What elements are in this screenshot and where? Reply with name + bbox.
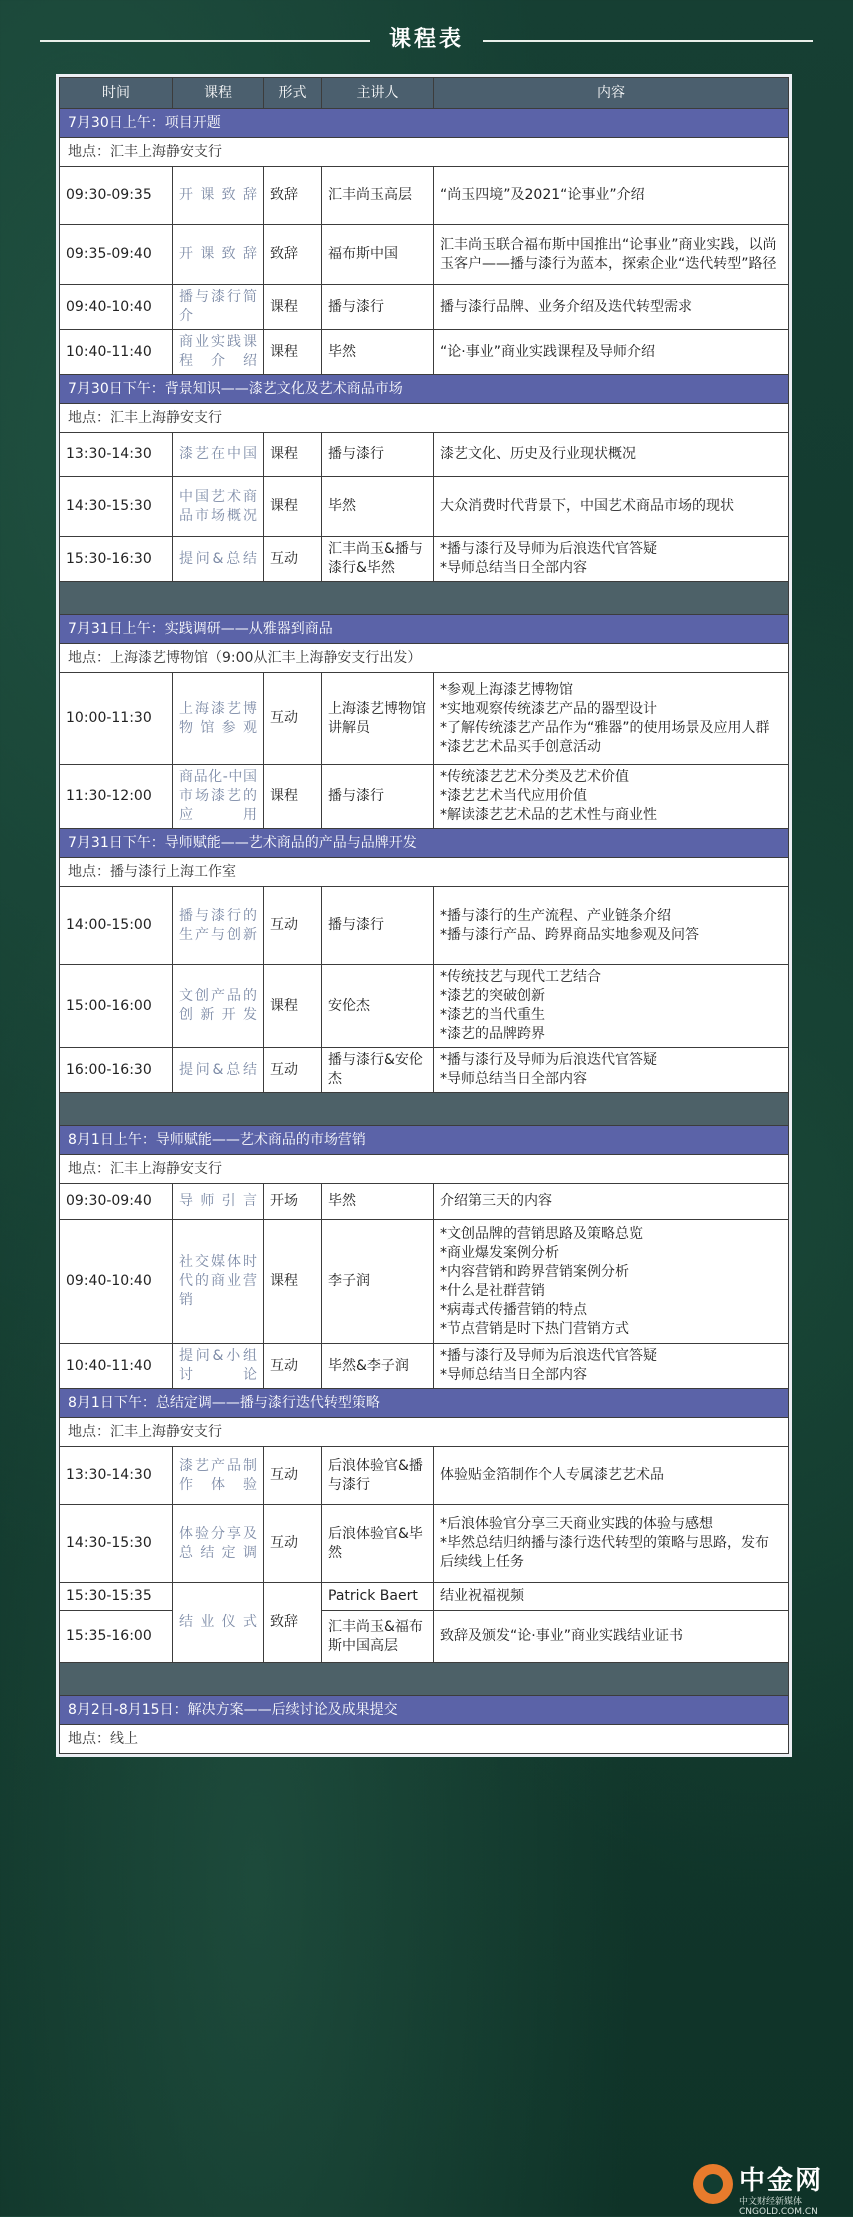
content-line: *传统漆艺艺术分类及艺术价值 bbox=[440, 769, 629, 785]
content-line: *后浪体验官分享三天商业实践的体验与感想 bbox=[440, 1516, 713, 1532]
content-cell bbox=[434, 965, 789, 1048]
header-time: 时间 bbox=[60, 78, 173, 109]
form-cell-text: 互动 bbox=[270, 710, 298, 726]
course-cell-text: 开课致辞 bbox=[179, 187, 257, 203]
speaker-cell-text: Patrick Baert bbox=[328, 1588, 418, 1604]
speaker-cell-text: 播与漆行 bbox=[328, 917, 384, 933]
spacer-cell bbox=[60, 1663, 789, 1696]
speaker-cell bbox=[322, 1505, 434, 1583]
speaker-cell-text: 播与漆行 bbox=[328, 446, 384, 462]
content-cell bbox=[434, 1583, 789, 1611]
course-cell-text: 播与漆行简介 bbox=[179, 289, 257, 324]
form-cell-text: 互动 bbox=[270, 1357, 298, 1374]
speaker-cell-text: 毕然 bbox=[328, 498, 356, 514]
section-title: 7月30日上午：项目开题 bbox=[60, 109, 789, 138]
form-cell-text: 课程 bbox=[270, 1273, 298, 1289]
content-line: *参观上海漆艺博物馆 bbox=[440, 681, 573, 698]
form-cell bbox=[264, 1184, 322, 1220]
course-cell-text: 播与漆行的生产与创新 bbox=[179, 907, 257, 943]
section-title: 7月31日上午：实践调研——从雅器到商品 bbox=[60, 615, 789, 644]
speaker-cell bbox=[322, 433, 434, 477]
speaker-cell bbox=[322, 167, 434, 225]
course-cell bbox=[173, 477, 264, 537]
course-cell-text: 商品化-中国市场漆艺的应用 bbox=[179, 769, 257, 823]
content-cell bbox=[434, 433, 789, 477]
section-row bbox=[60, 109, 789, 138]
content-line: *病毒式传播营销的特点 bbox=[440, 1301, 587, 1318]
content-line: *了解传统漆艺产品作为“雅器”的使用场景及应用人群 bbox=[440, 719, 770, 736]
time-cell bbox=[60, 1611, 173, 1663]
schedule-row bbox=[60, 887, 789, 965]
watermark bbox=[693, 2158, 843, 2217]
schedule-row bbox=[60, 1611, 789, 1663]
spacer-cell bbox=[60, 1093, 789, 1126]
content-cell bbox=[434, 285, 789, 330]
course-cell-text: 提问&总结 bbox=[179, 550, 257, 567]
location-text: 地点：汇丰上海静安支行 bbox=[60, 404, 789, 433]
course-cell-text: 社交媒体时代的商业营销 bbox=[179, 1254, 257, 1308]
course-cell-text: 上海漆艺博物馆参观 bbox=[179, 700, 257, 736]
form-cell bbox=[264, 965, 322, 1048]
content-line: *解读漆艺艺术品的艺术性与商业性 bbox=[440, 807, 657, 823]
time-cell bbox=[60, 1583, 173, 1611]
content-line: *漆艺的品牌跨界 bbox=[440, 1026, 545, 1042]
course-cell bbox=[173, 965, 264, 1048]
time-cell-text: 16:00-16:30 bbox=[66, 1061, 152, 1078]
schedule-row bbox=[60, 330, 789, 375]
form-cell bbox=[264, 1048, 322, 1093]
speaker-cell-text: 播与漆行 bbox=[328, 298, 384, 315]
content-line: *文创品牌的营销思路及策略总览 bbox=[440, 1225, 643, 1242]
section-title: 8月1日上午：导师赋能——艺术商品的市场营销 bbox=[60, 1126, 789, 1155]
speaker-cell bbox=[322, 1447, 434, 1505]
time-cell bbox=[60, 167, 173, 225]
speaker-cell bbox=[322, 1611, 434, 1663]
speaker-cell bbox=[322, 477, 434, 537]
content-cell bbox=[434, 887, 789, 965]
course-cell-text: 提问&总结 bbox=[179, 1061, 257, 1078]
form-cell-text: 致辞 bbox=[270, 246, 298, 262]
time-cell-text: 15:00-16:00 bbox=[66, 997, 152, 1014]
time-cell-text: 14:30-15:30 bbox=[66, 498, 152, 514]
form-cell-text: 开场 bbox=[270, 1193, 298, 1209]
form-cell bbox=[264, 433, 322, 477]
time-cell-text: 10:00-11:30 bbox=[66, 710, 152, 726]
form-cell-text: 课程 bbox=[270, 997, 298, 1014]
form-cell bbox=[264, 887, 322, 965]
content-line: 致辞及颁发“论·事业”商业实践结业证书 bbox=[440, 1628, 683, 1644]
content-line: 介绍第三天的内容 bbox=[440, 1193, 552, 1209]
form-cell-text: 课程 bbox=[270, 298, 298, 315]
location-row bbox=[60, 644, 789, 673]
title-bar bbox=[30, 22, 823, 58]
form-cell bbox=[264, 673, 322, 765]
form-cell bbox=[264, 1344, 322, 1389]
cngold-logo-icon bbox=[693, 2164, 733, 2204]
time-cell bbox=[60, 225, 173, 285]
spacer-row bbox=[60, 582, 789, 615]
content-cell bbox=[434, 477, 789, 537]
content-cell bbox=[434, 537, 789, 582]
speaker-cell bbox=[322, 1048, 434, 1093]
course-cell bbox=[173, 1184, 264, 1220]
form-cell-text: 致辞 bbox=[270, 187, 298, 203]
time-cell bbox=[60, 965, 173, 1048]
section-title: 8月2日-8月15日：解决方案——后续讨论及成果提交 bbox=[60, 1696, 789, 1725]
content-line: 体验贴金箔制作个人专属漆艺艺术品 bbox=[440, 1467, 664, 1483]
content-line: *漆艺的当代重生 bbox=[440, 1007, 545, 1023]
speaker-cell-text: 上海漆艺博物馆讲解员 bbox=[328, 700, 426, 736]
content-line: *实地观察传统漆艺产品的器型设计 bbox=[440, 700, 657, 717]
location-text: 地点：上海漆艺博物馆（9:00从汇丰上海静安支行出发） bbox=[60, 644, 789, 673]
time-cell bbox=[60, 433, 173, 477]
content-line: *漆艺艺术当代应用价值 bbox=[440, 788, 587, 804]
location-text: 地点：线上 bbox=[60, 1725, 789, 1754]
content-cell bbox=[434, 225, 789, 285]
location-text: 地点：汇丰上海静安支行 bbox=[60, 1418, 789, 1447]
content-cell bbox=[434, 167, 789, 225]
course-cell-text: 体验分享及总结定调 bbox=[179, 1525, 257, 1561]
schedule-row bbox=[60, 1583, 789, 1611]
content-cell bbox=[434, 1048, 789, 1093]
course-cell bbox=[173, 1344, 264, 1389]
form-cell bbox=[264, 285, 322, 330]
time-cell bbox=[60, 1344, 173, 1389]
watermark-brand: 中金网 bbox=[739, 2166, 824, 2196]
speaker-cell-text: 安伦杰 bbox=[328, 997, 370, 1014]
course-cell bbox=[173, 225, 264, 285]
section-row bbox=[60, 1696, 789, 1725]
time-cell-text: 15:30-15:35 bbox=[66, 1588, 152, 1604]
spacer-row bbox=[60, 1093, 789, 1126]
form-cell bbox=[264, 225, 322, 285]
content-line: “尚玉四境”及2021“论事业”介绍 bbox=[440, 187, 645, 203]
course-cell-text: 导师引言 bbox=[179, 1193, 257, 1209]
speaker-cell bbox=[322, 1344, 434, 1389]
section-title: 8月1日下午：总结定调——播与漆行迭代转型策略 bbox=[60, 1389, 789, 1418]
schedule-row bbox=[60, 673, 789, 765]
speaker-cell bbox=[322, 673, 434, 765]
header-form: 形式 bbox=[264, 78, 322, 109]
content-line: *商业爆发案例分析 bbox=[440, 1244, 559, 1261]
speaker-cell-text: 毕然 bbox=[328, 343, 356, 360]
speaker-cell bbox=[322, 285, 434, 330]
schedule-row bbox=[60, 477, 789, 537]
content-line: “论·事业”商业实践课程及导师介绍 bbox=[440, 343, 655, 360]
content-cell bbox=[434, 1447, 789, 1505]
content-cell bbox=[434, 1184, 789, 1220]
content-cell bbox=[434, 1505, 789, 1583]
course-cell-text: 文创产品的创新开发 bbox=[179, 988, 257, 1023]
content-line: *内容营销和跨界营销案例分析 bbox=[440, 1263, 629, 1280]
form-cell bbox=[264, 1447, 322, 1505]
speaker-cell bbox=[322, 887, 434, 965]
time-cell bbox=[60, 477, 173, 537]
content-line: *漆艺艺术品买手创意活动 bbox=[440, 738, 601, 755]
time-cell bbox=[60, 887, 173, 965]
course-cell bbox=[173, 887, 264, 965]
form-cell-text: 互动 bbox=[270, 1467, 298, 1483]
time-cell bbox=[60, 1447, 173, 1505]
course-cell bbox=[173, 765, 264, 829]
speaker-cell-text: 毕然&李子润 bbox=[328, 1357, 409, 1374]
section-row bbox=[60, 375, 789, 404]
schedule-row bbox=[60, 225, 789, 285]
time-cell-text: 09:30-09:40 bbox=[66, 1193, 152, 1209]
schedule-row bbox=[60, 167, 789, 225]
course-cell-text: 商业实践课程介绍 bbox=[179, 334, 257, 369]
form-cell bbox=[264, 1505, 322, 1583]
time-cell-text: 15:30-16:30 bbox=[66, 550, 152, 567]
content-line: *漆艺的突破创新 bbox=[440, 988, 545, 1004]
schedule-table bbox=[59, 77, 789, 1754]
schedule-row bbox=[60, 1344, 789, 1389]
location-row bbox=[60, 1418, 789, 1447]
content-line: *导师总结当日全部内容 bbox=[440, 560, 587, 576]
time-cell bbox=[60, 1220, 173, 1344]
location-row bbox=[60, 138, 789, 167]
time-cell-text: 15:35-16:00 bbox=[66, 1628, 152, 1644]
speaker-cell-text: 后浪体验官&播与漆行 bbox=[328, 1457, 423, 1493]
content-line: 结业祝福视频 bbox=[440, 1588, 524, 1604]
form-cell-text: 互动 bbox=[270, 1061, 298, 1078]
speaker-cell-text: 毕然 bbox=[328, 1193, 356, 1209]
content-line: *节点营销是时下热门营销方式 bbox=[440, 1320, 629, 1337]
course-cell bbox=[173, 1583, 264, 1663]
schedule-row bbox=[60, 965, 789, 1048]
speaker-cell bbox=[322, 537, 434, 582]
course-cell bbox=[173, 537, 264, 582]
location-row bbox=[60, 858, 789, 887]
location-row bbox=[60, 404, 789, 433]
form-cell-text: 互动 bbox=[270, 550, 298, 567]
content-line: *播与漆行产品、跨界商品实地参观及问答 bbox=[440, 926, 699, 943]
form-cell bbox=[264, 330, 322, 375]
course-cell bbox=[173, 1447, 264, 1505]
time-cell-text: 10:40-11:40 bbox=[66, 1357, 152, 1374]
schedule-body bbox=[60, 109, 789, 1754]
course-cell bbox=[173, 285, 264, 330]
form-cell bbox=[264, 1220, 322, 1344]
time-cell-text: 09:40-10:40 bbox=[66, 298, 152, 315]
content-line: 漆艺文化、历史及行业现状概况 bbox=[440, 446, 636, 462]
time-cell bbox=[60, 765, 173, 829]
section-row bbox=[60, 829, 789, 858]
speaker-cell-text: 李子润 bbox=[328, 1273, 370, 1289]
speaker-cell bbox=[322, 1184, 434, 1220]
section-title: 7月30日下午：背景知识——漆艺文化及艺术商品市场 bbox=[60, 375, 789, 404]
location-row bbox=[60, 1725, 789, 1754]
time-cell-text: 09:35-09:40 bbox=[66, 246, 152, 262]
time-cell bbox=[60, 285, 173, 330]
speaker-cell bbox=[322, 765, 434, 829]
speaker-cell bbox=[322, 1220, 434, 1344]
course-cell bbox=[173, 1505, 264, 1583]
content-line: *播与漆行及导师为后浪迭代官答疑 bbox=[440, 1348, 657, 1364]
form-cell-text: 课程 bbox=[270, 788, 298, 804]
content-line: *什么是社群营销 bbox=[440, 1282, 545, 1299]
spacer-row bbox=[60, 1663, 789, 1696]
time-cell-text: 10:40-11:40 bbox=[66, 343, 152, 360]
form-cell-text: 课程 bbox=[270, 343, 298, 360]
header-course: 课程 bbox=[173, 78, 264, 109]
content-line: *播与漆行的生产流程、产业链条介绍 bbox=[440, 907, 671, 924]
content-cell bbox=[434, 1220, 789, 1344]
course-cell bbox=[173, 330, 264, 375]
time-cell-text: 13:30-14:30 bbox=[66, 1467, 152, 1483]
course-cell bbox=[173, 673, 264, 765]
section-row bbox=[60, 615, 789, 644]
course-cell-text: 漆艺在中国 bbox=[179, 446, 257, 462]
course-cell-text: 中国艺术商品市场概况 bbox=[179, 488, 257, 524]
schedule-row bbox=[60, 1048, 789, 1093]
speaker-cell-text: 汇丰尚玉高层 bbox=[328, 187, 412, 203]
content-line: *播与漆行及导师为后浪迭代官答疑 bbox=[440, 1052, 657, 1068]
content-line: 播与漆行品牌、业务介绍及迭代转型需求 bbox=[440, 298, 692, 315]
header-content: 内容 bbox=[434, 78, 789, 109]
time-cell bbox=[60, 330, 173, 375]
schedule-row bbox=[60, 285, 789, 330]
speaker-cell bbox=[322, 330, 434, 375]
course-cell-text: 结业仪式 bbox=[179, 1614, 257, 1630]
header-speaker: 主讲人 bbox=[322, 78, 434, 109]
location-text: 地点：汇丰上海静安支行 bbox=[60, 138, 789, 167]
speaker-cell-text: 后浪体验官&毕然 bbox=[328, 1525, 423, 1561]
speaker-cell-text: 汇丰尚玉&福布斯中国高层 bbox=[328, 1618, 423, 1654]
form-cell bbox=[264, 477, 322, 537]
form-cell bbox=[264, 1583, 322, 1663]
course-cell-text: 漆艺产品制作体验 bbox=[179, 1457, 257, 1493]
section-row bbox=[60, 1126, 789, 1155]
content-cell bbox=[434, 765, 789, 829]
content-line: *播与漆行及导师为后浪迭代官答疑 bbox=[440, 541, 657, 557]
time-cell bbox=[60, 1505, 173, 1583]
form-cell bbox=[264, 167, 322, 225]
time-cell-text: 14:30-15:30 bbox=[66, 1535, 152, 1551]
title-divider-right bbox=[483, 40, 813, 42]
page-title: 课程表 bbox=[388, 27, 464, 52]
form-cell bbox=[264, 537, 322, 582]
speaker-cell bbox=[322, 225, 434, 285]
form-cell-text: 课程 bbox=[270, 498, 298, 514]
header-row bbox=[60, 78, 789, 109]
content-line: *毕然总结归纳播与漆行迭代转型的策略与思路，发布后续线上任务 bbox=[440, 1535, 769, 1570]
course-cell bbox=[173, 433, 264, 477]
schedule-row bbox=[60, 433, 789, 477]
form-cell-text: 互动 bbox=[270, 1535, 298, 1551]
content-line: *导师总结当日全部内容 bbox=[440, 1071, 587, 1087]
time-cell bbox=[60, 537, 173, 582]
course-cell bbox=[173, 1048, 264, 1093]
form-cell-text: 互动 bbox=[270, 917, 298, 933]
speaker-cell-text: 福布斯中国 bbox=[328, 246, 398, 262]
content-line: *导师总结当日全部内容 bbox=[440, 1367, 587, 1383]
schedule-frame bbox=[56, 74, 792, 1757]
speaker-cell-text: 播与漆行 bbox=[328, 788, 384, 804]
schedule-row bbox=[60, 1220, 789, 1344]
content-line: 汇丰尚玉联合福布斯中国推出“论事业”商业实践，以尚玉客户——播与漆行为蓝本，探索企业“迭代转型”路径 bbox=[440, 236, 777, 272]
time-cell bbox=[60, 1184, 173, 1220]
course-cell bbox=[173, 1220, 264, 1344]
time-cell bbox=[60, 1048, 173, 1093]
schedule-row bbox=[60, 1447, 789, 1505]
content-line: 大众消费时代背景下，中国艺术商品市场的现状 bbox=[440, 498, 734, 514]
location-text: 地点：汇丰上海静安支行 bbox=[60, 1155, 789, 1184]
content-cell bbox=[434, 673, 789, 765]
section-title: 7月31日下午：导师赋能——艺术商品的产品与品牌开发 bbox=[60, 829, 789, 858]
content-cell bbox=[434, 1611, 789, 1663]
time-cell-text: 09:30-09:35 bbox=[66, 187, 152, 203]
speaker-cell-text: 汇丰尚玉&播与漆行&毕然 bbox=[328, 541, 423, 576]
schedule-row bbox=[60, 1184, 789, 1220]
watermark-sub: 中文财经新媒体 CNGOLD.COM.CN bbox=[739, 2197, 818, 2217]
time-cell-text: 13:30-14:30 bbox=[66, 446, 152, 462]
section-row bbox=[60, 1389, 789, 1418]
form-cell-text: 课程 bbox=[270, 446, 298, 462]
course-cell-text: 开课致辞 bbox=[179, 246, 257, 262]
speaker-cell bbox=[322, 965, 434, 1048]
location-row bbox=[60, 1155, 789, 1184]
content-cell bbox=[434, 330, 789, 375]
speaker-cell bbox=[322, 1583, 434, 1611]
schedule-row bbox=[60, 1505, 789, 1583]
spacer-cell bbox=[60, 582, 789, 615]
content-line: *传统技艺与现代工艺结合 bbox=[440, 969, 601, 985]
time-cell-text: 09:40-10:40 bbox=[66, 1273, 152, 1289]
schedule-row bbox=[60, 537, 789, 582]
form-cell-text: 致辞 bbox=[270, 1614, 298, 1630]
location-text: 地点：播与漆行上海工作室 bbox=[60, 858, 789, 887]
course-cell-text: 提问&小组讨论 bbox=[179, 1348, 257, 1383]
schedule-row bbox=[60, 765, 789, 829]
course-cell bbox=[173, 167, 264, 225]
speaker-cell-text: 播与漆行&安伦杰 bbox=[328, 1052, 423, 1087]
time-cell bbox=[60, 673, 173, 765]
form-cell bbox=[264, 765, 322, 829]
time-cell-text: 14:00-15:00 bbox=[66, 917, 152, 933]
content-cell bbox=[434, 1344, 789, 1389]
time-cell-text: 11:30-12:00 bbox=[66, 788, 152, 804]
